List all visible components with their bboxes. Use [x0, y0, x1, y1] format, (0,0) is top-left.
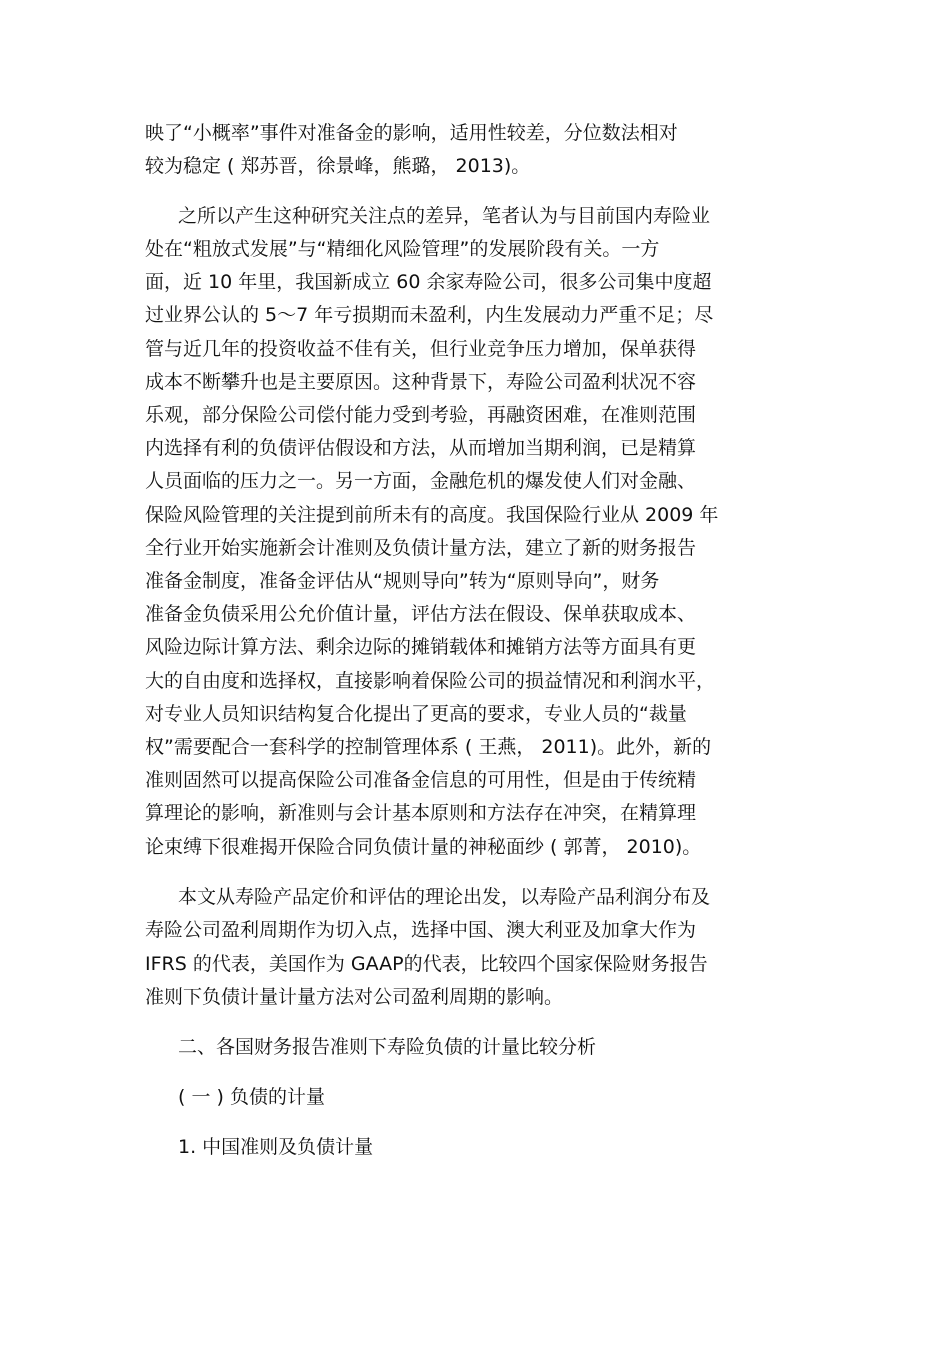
- text-line: 本文从寿险产品定价和评估的理论出发，以寿险产品利润分布及: [178, 886, 711, 908]
- text-line: 映了“小概率”事件对准备金的影响，适用性较差，分位数法相对: [145, 122, 678, 144]
- text-line: 大的自由度和选择权，直接影响着保险公司的损益情况和利润水平，: [145, 670, 716, 692]
- text-line: 准备金制度，准备金评估从“规则导向”转为“原则导向”，财务: [145, 570, 660, 592]
- text-line: 面，近 10 年里，我国新成立 60 余家寿险公司，很多公司集中度超: [145, 271, 712, 293]
- text-line: 人员面临的压力之一。另一方面，金融危机的爆发使人们对金融、: [145, 470, 697, 492]
- text-line: 寿险公司盈利周期作为切入点，选择中国、澳大利亚及加拿大作为: [145, 919, 697, 941]
- text-line: 保险风险管理的关注提到前所未有的高度。我国保险行业从 2009 年: [145, 504, 719, 526]
- subsection-heading: ( 一 ) 负债的计量: [178, 1086, 325, 1108]
- text-line: 之所以产生这种研究关注点的差异，笔者认为与目前国内寿险业: [178, 205, 711, 227]
- item-heading: 1. 中国准则及负债计量: [178, 1136, 374, 1158]
- text-line: 权”需要配合一套科学的控制管理体系 ( 王燕， 2011)。此外，新的: [145, 736, 712, 758]
- text-line: 风险边际计算方法、剩余边际的摊销载体和摊销方法等方面具有更: [145, 636, 697, 658]
- text-line: 内选择有利的负债评估假设和方法，从而增加当期利润，已是精算: [145, 437, 697, 459]
- text-line: IFRS 的代表，美国作为 GAAP的代表，比较四个国家保险财务报告: [145, 953, 708, 975]
- text-line: 较为稳定 ( 郑苏晋，徐景峰，熊璐， 2013)。: [145, 155, 531, 177]
- text-line: 处在“粗放式发展”与“精细化风险管理”的发展阶段有关。一方: [145, 238, 660, 260]
- text-line: 成本不断攀升也是主要原因。这种背景下，寿险公司盈利状况不容: [145, 371, 697, 393]
- text-line: 管与近几年的投资收益不佳有关，但行业竞争压力增加，保单获得: [145, 338, 697, 360]
- text-line: 对专业人员知识结构复合化提出了更高的要求，专业人员的“裁量: [145, 703, 687, 725]
- text-line: 准则下负债计量计量方法对公司盈利周期的影响。: [145, 986, 564, 1008]
- text-line: 准备金负债采用公允价值计量，评估方法在假设、保单获取成本、: [145, 603, 697, 625]
- text-line: 全行业开始实施新会计准则及负债计量方法，建立了新的财务报告: [145, 537, 697, 559]
- text-line: 过业界公认的 5～7 年亏损期而未盈利，内生发展动力严重不足；尽: [145, 304, 714, 326]
- text-line: 论束缚下很难揭开保险合同负债计量的神秘面纱 ( 郭菁， 2010)。: [145, 836, 702, 858]
- text-line: 算理论的影响，新准则与会计基本原则和方法存在冲突，在精算理: [145, 802, 697, 824]
- text-line: 准则固然可以提高保险公司准备金信息的可用性，但是由于传统精: [145, 769, 697, 791]
- section-heading: 二、各国财务报告准则下寿险负债的计量比较分析: [178, 1036, 597, 1058]
- text-line: 乐观，部分保险公司偿付能力受到考验，再融资困难，在准则范围: [145, 404, 697, 426]
